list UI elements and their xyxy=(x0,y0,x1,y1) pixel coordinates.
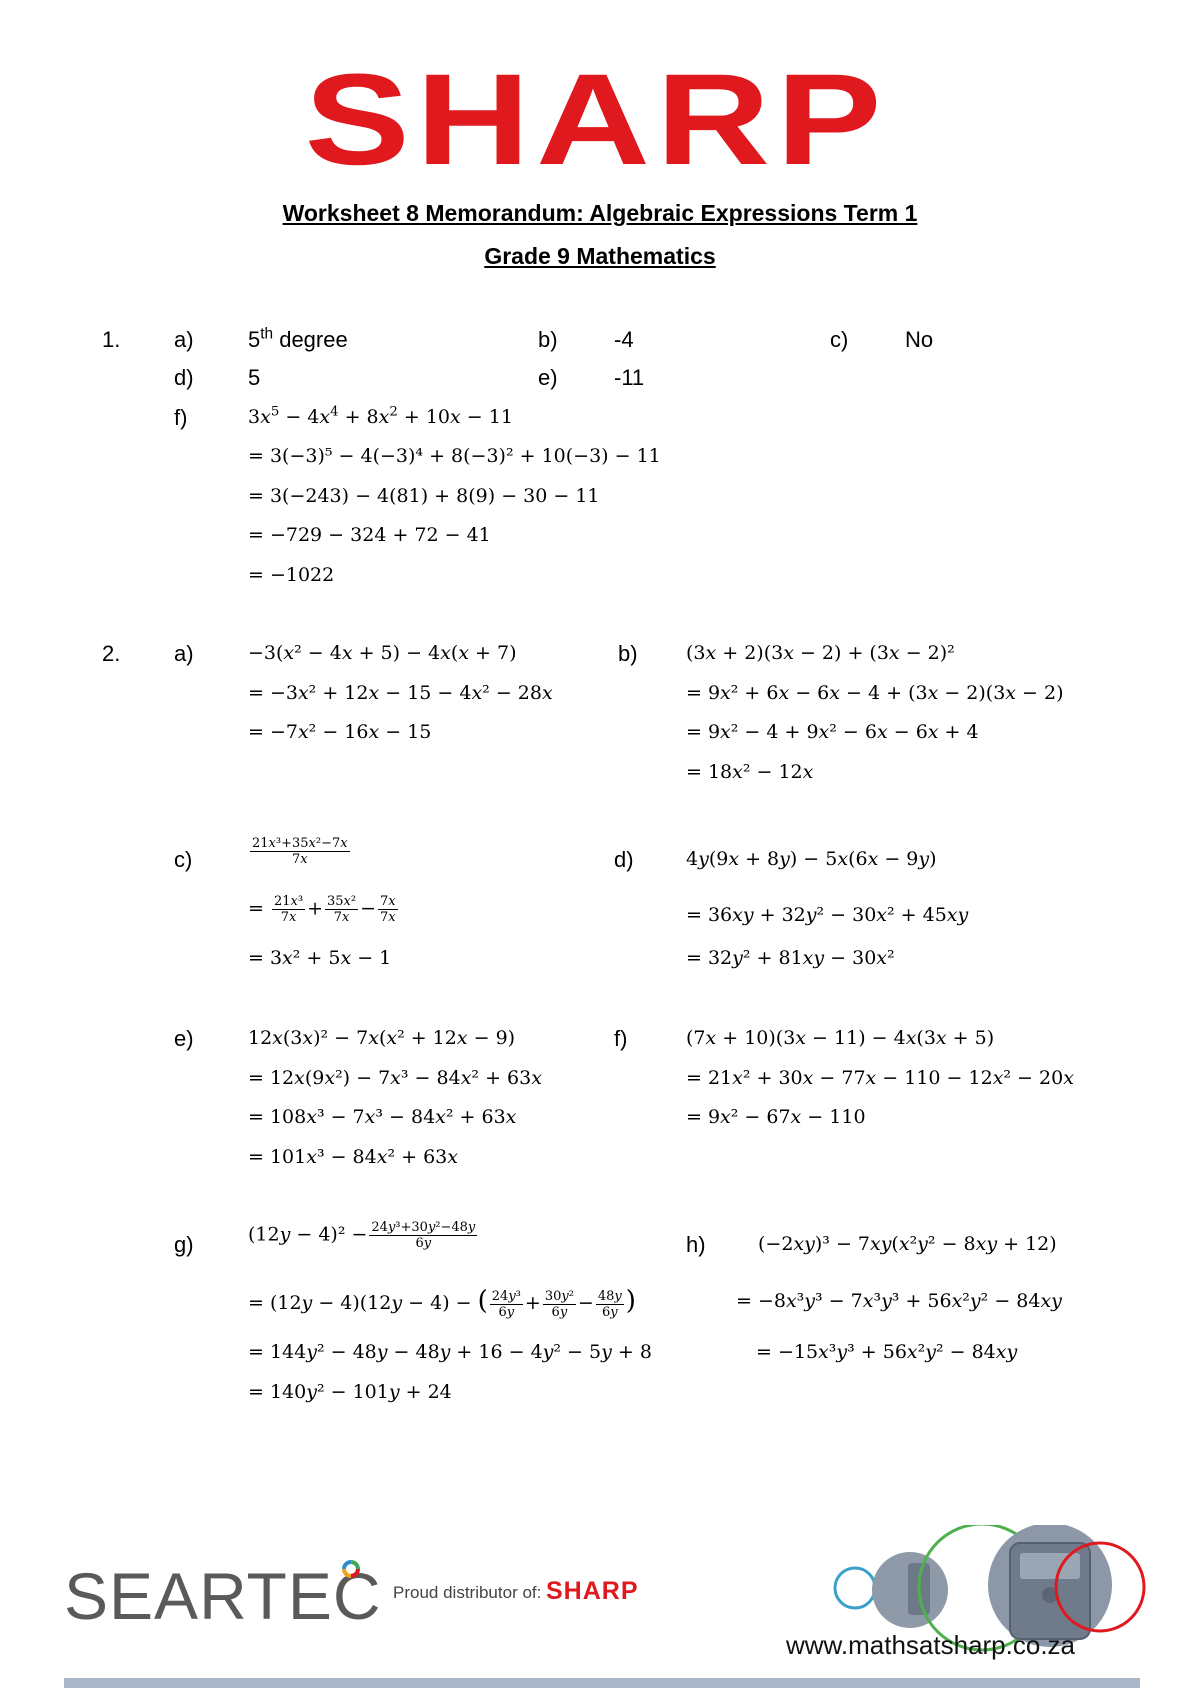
math-line: = −8𝑥³𝑦³ − 7𝑥³𝑦³ + 56𝑥²𝑦² − 84𝑥𝑦 xyxy=(736,1290,1062,1312)
question-number: 2. xyxy=(102,641,121,666)
math-line: = 108𝑥³ − 7𝑥³ − 84𝑥² + 63𝑥 xyxy=(248,1106,517,1128)
fraction-sum: = (12𝑦 − 4)(12𝑦 − 4) − ( $\frac{\text{24𝑦³}}{\text{6𝑦}}$ + $\frac{\text{30𝑦²}}{\text{6𝑦}}$ − $\frac{\text{48𝑦}}{\text{6𝑦}}$ ) xyxy=(248,1286,636,1320)
math-line: = 144𝑦² − 48𝑦 − 48𝑦 + 16 − 4𝑦² − 5𝑦 + 8 xyxy=(248,1341,652,1363)
item-label: a) xyxy=(174,641,194,666)
website-link[interactable]: www.mathsatsharp.co.za xyxy=(786,1630,1076,1660)
item-label: d) xyxy=(614,847,634,872)
math-line: = 140𝑦² − 101𝑦 + 24 xyxy=(248,1381,452,1403)
math-line: = 18𝑥² − 12𝑥 xyxy=(686,761,814,783)
item-label: c) xyxy=(174,847,193,872)
math-line: = 101𝑥³ − 84𝑥² + 63𝑥 xyxy=(248,1146,458,1168)
answer-value: 5 xyxy=(248,365,261,390)
math-line: = 3(−3)⁵ − 4(−3)⁴ + 8(−3)² + 10(−3) − 11 xyxy=(248,445,661,467)
item-label: f) xyxy=(614,1026,628,1051)
seartec-logo: SEARTEC xyxy=(64,1559,382,1633)
seartec-logo-mark xyxy=(340,1558,362,1580)
math-line: (3𝑥 + 2)(3𝑥 − 2) + (3𝑥 − 2)² xyxy=(686,642,955,664)
math-line: = 9𝑥² − 67𝑥 − 110 xyxy=(686,1106,866,1128)
item-label: e) xyxy=(538,365,558,390)
math-line: (7𝑥 + 10)(3𝑥 − 11) − 4𝑥(3𝑥 + 5) xyxy=(686,1027,995,1049)
answer-value: -4 xyxy=(614,327,634,352)
math-line: = 9𝑥² − 4 + 9𝑥² − 6𝑥 − 6𝑥 + 4 xyxy=(686,721,979,743)
fraction-expression: (12𝑦 − 4)² − $\frac{\text{24𝑦³+30𝑦²−48𝑦}}{\text{6𝑦}}$ xyxy=(248,1220,476,1251)
distributor-sharp-logo: SHARP xyxy=(546,1577,639,1605)
math-line: = 12𝑥(9𝑥²) − 7𝑥³ − 84𝑥² + 63𝑥 xyxy=(248,1067,542,1089)
math-line: = 9𝑥² + 6𝑥 − 6𝑥 − 4 + (3𝑥 − 2)(3𝑥 − 2) xyxy=(686,682,1064,704)
math-line: 4𝑦(9𝑥 + 8𝑦) − 5𝑥(6𝑥 − 9𝑦) xyxy=(686,848,937,870)
distributor-label: Proud distributor of: xyxy=(393,1583,542,1602)
question-number: 1. xyxy=(102,327,121,352)
math-line: −3(𝑥² − 4𝑥 + 5) − 4𝑥(𝑥 + 7) xyxy=(248,642,517,664)
math-line: = 3𝑥² + 5𝑥 − 1 xyxy=(248,947,392,969)
sharp-logo: SHARP xyxy=(304,47,888,192)
item-label: a) xyxy=(174,327,194,352)
math-line: = −1022 xyxy=(248,564,335,586)
math-line: = 21𝑥² + 30𝑥 − 77𝑥 − 110 − 12𝑥² − 20𝑥 xyxy=(686,1067,1074,1089)
item-label: g) xyxy=(174,1232,194,1257)
math-line: = −15𝑥³𝑦³ + 56𝑥²𝑦² − 84𝑥𝑦 xyxy=(756,1341,1018,1363)
math-expression: $3x^5 - 4x^4 + 8x^2 + 10x - 11$ xyxy=(248,404,513,428)
item-label: e) xyxy=(174,1026,194,1051)
math-line: (−2𝑥𝑦)³ − 7𝑥𝑦(𝑥²𝑦² − 8𝑥𝑦 + 12) xyxy=(758,1233,1057,1255)
fraction-sum: = $\frac{\text{21𝑥³}}{\text{7𝑥}}$ + $\frac{\text{35𝑥²}}{\text{7𝑥}}$ − $\frac{\text{7𝑥}}{\text{7𝑥}}$ xyxy=(248,894,396,925)
math-line: = −729 − 324 + 72 − 41 xyxy=(248,524,491,546)
math-line: = −3𝑥² + 12𝑥 − 15 − 4𝑥² − 28𝑥 xyxy=(248,682,553,704)
math-line: = 3(−243) − 4(81) + 8(9) − 30 − 11 xyxy=(248,485,600,507)
answer-value: No xyxy=(905,327,934,352)
answer-value: -11 xyxy=(614,365,645,390)
math-line: = 32𝑦² + 81𝑥𝑦 − 30𝑥² xyxy=(686,947,895,969)
fraction-expression: $\frac{\text{21𝑥³+35𝑥²−7𝑥}}{\text{7𝑥}}$ xyxy=(252,836,348,867)
item-label: h) xyxy=(686,1232,706,1257)
item-label: f) xyxy=(174,405,188,430)
answer-value: 5th degree xyxy=(248,325,348,352)
page-title: Worksheet 8 Memorandum: Algebraic Expressions Term 1 xyxy=(282,200,918,226)
item-label: c) xyxy=(830,327,849,352)
math-line: = −7𝑥² − 16𝑥 − 15 xyxy=(248,721,432,743)
item-label: b) xyxy=(618,641,638,666)
footer-bar xyxy=(64,1678,1140,1688)
item-label: d) xyxy=(174,365,194,390)
math-line: 12𝑥(3𝑥)² − 7𝑥(𝑥² + 12𝑥 − 9) xyxy=(248,1027,516,1049)
item-label: b) xyxy=(538,327,558,352)
math-line: = 36𝑥𝑦 + 32𝑦² − 30𝑥² + 45𝑥𝑦 xyxy=(686,904,969,926)
page-subtitle: Grade 9 Mathematics xyxy=(484,243,716,269)
